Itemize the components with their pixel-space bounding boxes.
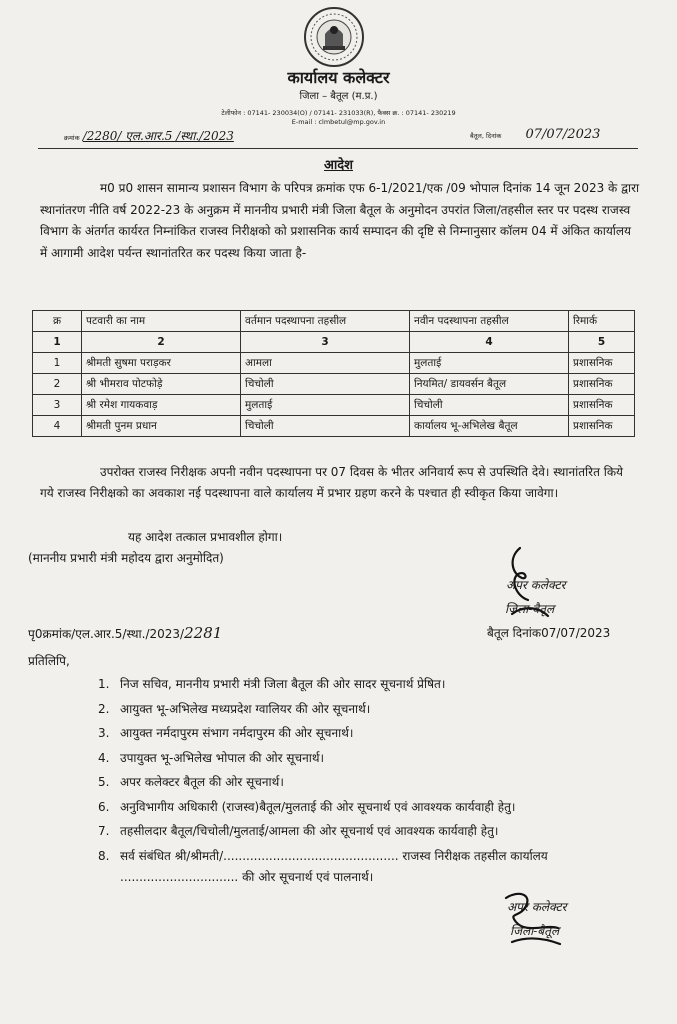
- table-cell: 4: [410, 332, 569, 353]
- list-item: 7. तहसीलदार बैतूल/चिचोली/मुलताई/आमला की ओर सूचनार्थ एवं आवश्यक कार्यवाही हेतु।: [98, 824, 499, 838]
- signatory-district-2: जिला-बैतूल: [510, 924, 560, 938]
- header-divider: [38, 148, 638, 149]
- list-item: 6. अनुविभागीय अधिकारी (राजस्व)बैतूल/मुलताई की ओर सूचनार्थ एवं आवश्यक कार्यवाही हेतु।: [98, 799, 516, 814]
- copy-list-continuation: ............................... की ओर सूचनार्थ एवं पालनार्थ।: [120, 870, 374, 884]
- table-cell: 2: [82, 332, 241, 353]
- office-district: जिला – बैतूल (म.प्र.): [299, 91, 378, 102]
- copy-to-label: प्रतिलिपि,: [28, 654, 70, 668]
- table-cell: 2: [33, 374, 82, 395]
- table-cell: चिचोली: [241, 416, 410, 437]
- table-cell: चिचोली: [410, 395, 569, 416]
- table-cell: नियमित/ डायवर्सन बैतूल: [410, 374, 569, 395]
- office-phones: टेलीफोन : 07141- 230034(O) / 07141- 231033(R), फैक्स क्र. : 07141- 230219: [221, 109, 456, 117]
- table-cell: श्रीमती सुषमा पराड़कर: [82, 353, 241, 374]
- table-row: [33, 395, 635, 416]
- table-cell: मुलताई: [410, 353, 569, 374]
- table-header-cell: रिमार्क: [569, 311, 635, 332]
- approval-note: (माननीय प्रभारी मंत्री महोदय द्वारा अनुमोदित): [28, 551, 224, 565]
- office-email: E-mail : clmbetul@mp.gov.in: [291, 118, 386, 126]
- table-cell: 1: [33, 332, 82, 353]
- reference-date: [470, 127, 600, 142]
- copy-list: [98, 672, 548, 868]
- table-cell: 3: [241, 332, 410, 353]
- table-cell: प्रशासनिक: [569, 374, 635, 395]
- endorsement-date-value: 07/07/2023: [541, 626, 611, 640]
- signatory-title: अपर कलेक्टर: [506, 578, 566, 592]
- list-item: 5. अपर कलेक्टर बैतूल की ओर सूचनार्थ।: [98, 775, 284, 789]
- endorsement-number: [28, 624, 222, 642]
- table-cell: श्रीमती पुनम प्रधान: [82, 416, 241, 437]
- list-item: 1. निज सचिव, माननीय प्रभारी मंत्री जिला बैतूल की ओर सादर सूचनार्थ प्रेषित।: [98, 677, 446, 691]
- reference-number: [64, 127, 234, 144]
- table-row: [33, 353, 635, 374]
- signatory-title-2: अपर कलेक्टर: [507, 900, 567, 914]
- office-title: कार्यालय कलेक्टर: [287, 68, 390, 87]
- list-item: 3. आयुक्त नर्मदापुरम संभाग नर्मदापुरम की ओर सूचनार्थ।: [98, 726, 354, 740]
- endorsement-date-label: बैतूल दिनांक: [487, 626, 542, 640]
- list-item: 8. सर्व संबंधित श्री/श्रीमती/.............................................. राजस्व निरीक्षक तहसील कार्यालय: [98, 848, 548, 863]
- table-cell: श्री रमेश गायकवाड़: [82, 395, 241, 416]
- table-cell: श्री भीमराव पोटफोड़े: [82, 374, 241, 395]
- government-emblem-icon: [303, 6, 365, 68]
- endorsement-number-value: 2281: [184, 624, 223, 642]
- endorsement-date: [487, 624, 610, 641]
- reference-label: क्रमांक: [64, 134, 80, 142]
- table-header-cell: पटवारी का नाम: [82, 311, 241, 332]
- table-cell: आमला: [241, 353, 410, 374]
- order-title: आदेश: [323, 158, 354, 173]
- reference-date-label: बैतूल, दिनांक: [470, 132, 502, 140]
- signature-scribble-2: [498, 888, 568, 948]
- list-item: 2. आयुक्त भू-अभिलेख मध्यप्रदेश ग्वालियर की ओर सूचनार्थ।: [98, 701, 371, 716]
- instructions-paragraph: उपरोक्त राजस्व निरीक्षक अपनी नवीन पदस्थापना पर 07 दिवस के भीतर अनिवार्य रूप से उपस्थिति देवे। स्थानांतरित किये गये राजस्व निरीक्षको का अवकाश नई पदस्थापना वाले कार्यालय में प्रभार ग्रहण करने के पश्चात ही स्वीकृत किया जावेगा।: [40, 465, 624, 500]
- table-header-cell: वर्तमान पदस्थापना तहसील: [241, 311, 410, 332]
- table-cell: 5: [569, 332, 635, 353]
- signatory-district: जिला-बैतूल: [505, 602, 555, 616]
- endorsement-number-label: पृ0क्रमांक/एल.आर.5/स्था./2023/: [28, 627, 185, 641]
- table-column-number-row: [33, 332, 635, 353]
- table-cell: प्रशासनिक: [569, 353, 635, 374]
- reference-number-value: /2280/ एल.आर.5 /स्था./2023: [82, 129, 234, 143]
- order-body: म0 प्र0 शासन सामान्य प्रशासन विभाग के परिपत्र क्रमांक एफ 6-1/2021/एक /09 भोपाल दिनांक 14 जून 2023 के द्वारा स्थानांतरण नीति वर्ष 2022-23 के अनुक्रम में माननीय प्रभारी मंत्री जिला बैतूल के अनुमोदन उपरांत जिला/तहसील स्तर पर पदस्थ राजस्व विभाग के अंतर्गत कार्यरत निम्नांकित राजस्व निरीक्षको को प्रशासनिक कार्य सम्पादन की दृष्टि से निम्नानुसार कॉलम 04 में अंकित कार्यालय में आगामी आदेश पर्यन्त स्थानांतरित कर पदस्थ किया जाता है-: [40, 181, 640, 260]
- transfer-table: [32, 310, 635, 437]
- table-cell: प्रशासनिक: [569, 395, 635, 416]
- table-cell: 1: [33, 353, 82, 374]
- table-header-cell: क्र: [33, 311, 82, 332]
- list-item: 4. उपायुक्त भू-अभिलेख भोपाल की ओर सूचनार्थ।: [98, 750, 325, 765]
- table-cell: मुलताई: [241, 395, 410, 416]
- table-cell: प्रशासनिक: [569, 416, 635, 437]
- table-row: [33, 416, 635, 437]
- table-cell: 4: [33, 416, 82, 437]
- table-cell: 3: [33, 395, 82, 416]
- table-row: [33, 374, 635, 395]
- table-cell: चिचोली: [241, 374, 410, 395]
- table-cell: कार्यालय भू-अभिलेख बैतूल: [410, 416, 569, 437]
- reference-date-value: 07/07/2023: [525, 127, 601, 142]
- table-header-cell: नवीन पदस्थापना तहसील: [410, 311, 569, 332]
- table-header-row: [33, 311, 635, 332]
- effective-statement: यह आदेश तत्काल प्रभावशील होगा।: [128, 530, 283, 544]
